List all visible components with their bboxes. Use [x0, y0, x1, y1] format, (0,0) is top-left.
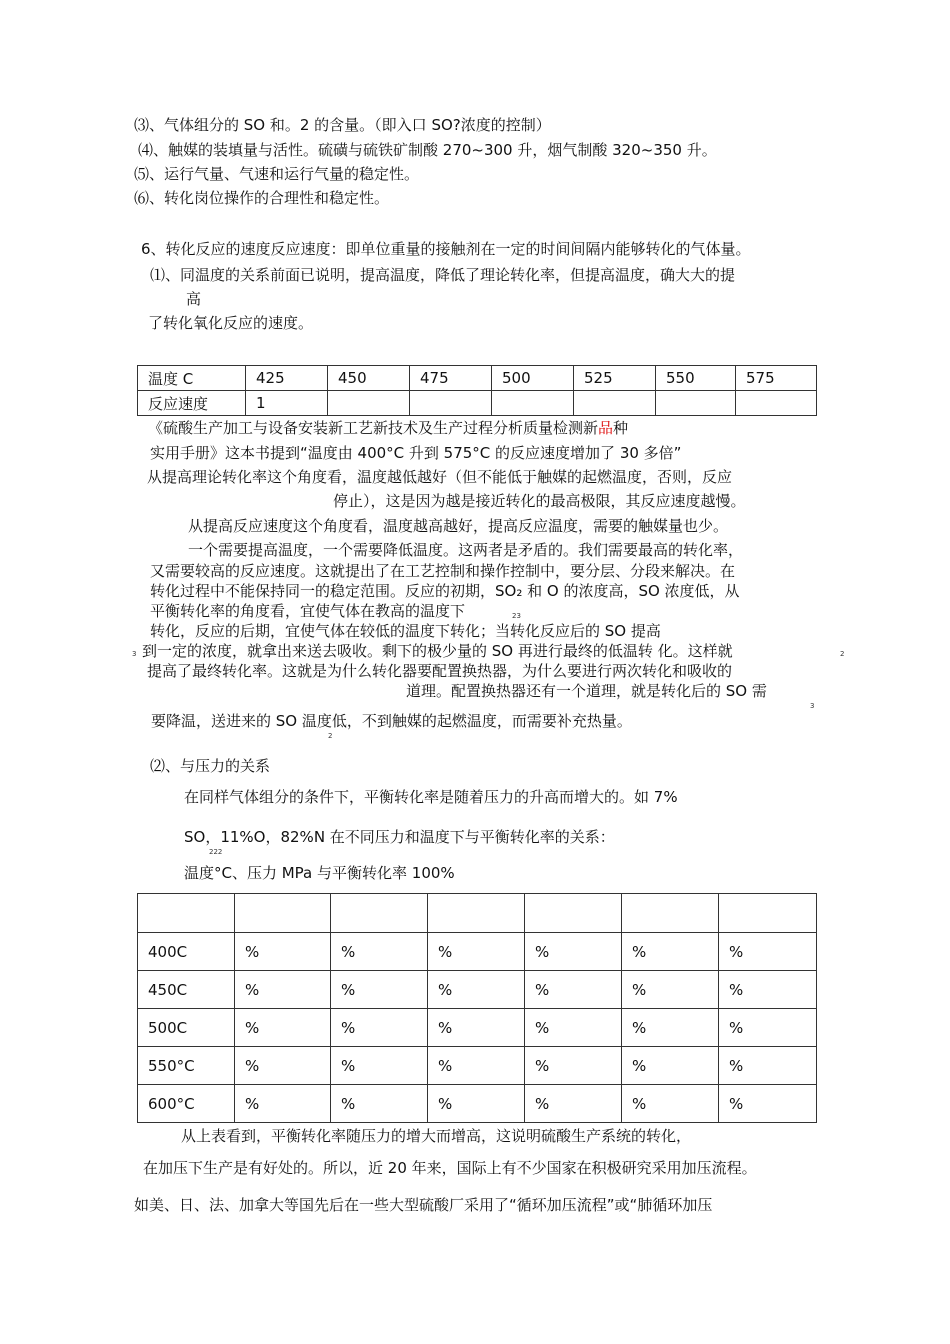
- table-row: [138, 894, 817, 933]
- para-line: 转化过程中不能保持同一的稳定范围。反应的初期，SO₂ 和 O 的浓度高，SO 浓度低，从: [150, 582, 740, 600]
- table-cell: [410, 391, 492, 416]
- table-cell: [574, 391, 656, 416]
- para-line: 从提高理论转化率这个角度看，温度越低越好（但不能低于触媒的起燃温度，否则，反应: [147, 468, 733, 486]
- table-cell: %: [235, 933, 331, 971]
- para-line: SO，11%O，82%N 在不同压力和温度下与平衡转化率的关系：: [184, 828, 615, 846]
- table-cell: 反应速度: [138, 391, 246, 416]
- para-line: 了转化氧化反应的速度。: [148, 314, 314, 332]
- table-cell: %: [428, 971, 525, 1009]
- para-line: 又需要较高的反应速度。这就提出了在工艺控制和操作控制中，要分层、分段来解决。在: [150, 562, 736, 580]
- para-line: 温度°C、压力 MPa 与平衡转化率 100%: [184, 864, 455, 882]
- subscript: 23: [512, 612, 521, 620]
- table-cell: 温度 C: [138, 366, 246, 391]
- table-cell: %: [525, 933, 622, 971]
- table-cell: 1: [246, 391, 328, 416]
- table-cell: [525, 894, 622, 933]
- section-6-title: 6、转化反应的速度反应速度：即单位重量的接触剂在一定的时间间隔内能够转化的气体量。: [141, 240, 751, 258]
- table-cell: %: [331, 933, 428, 971]
- para-line: ⑴、同温度的关系前面已说明，提高温度，降低了理论转化率，但提高温度，确大大的提: [150, 266, 736, 284]
- table-cell: [328, 391, 410, 416]
- book-title-line: [148, 419, 628, 437]
- table-cell: %: [331, 1047, 428, 1085]
- text: 《硫酸生产加工与设备安装新工艺新技术及生产过程分析质量检测新: [148, 419, 599, 437]
- table-cell: %: [525, 971, 622, 1009]
- table-row: [138, 933, 817, 971]
- table-cell: 575: [736, 366, 817, 391]
- table-cell: 500: [492, 366, 574, 391]
- para-line: 一个需要提高温度，一个需要降低温度。这两者是矛盾的。我们需要最高的转化率，: [188, 541, 744, 559]
- text: 种: [613, 419, 629, 437]
- table-cell: %: [622, 1009, 719, 1047]
- table-cell: %: [525, 1009, 622, 1047]
- table-row: [138, 971, 817, 1009]
- table-cell: %: [428, 1085, 525, 1123]
- para-line: 高: [186, 290, 202, 308]
- para-line: 要降温，送进来的 SO 温度低，不到触媒的起燃温度，而需要补充热量。: [151, 712, 632, 730]
- para-line: 如美、日、法、加拿大等国先后在一些大型硫酸厂采用了“循环加压流程”或“肺循环加压: [134, 1196, 713, 1214]
- section-2-title: ⑵、与压力的关系: [150, 757, 271, 775]
- table-cell: 450: [328, 366, 410, 391]
- highlighted-char: 品: [598, 419, 614, 437]
- table-cell: %: [525, 1085, 622, 1123]
- table-row: [138, 1085, 817, 1123]
- table-cell: 550°C: [138, 1047, 235, 1085]
- table-cell: %: [428, 933, 525, 971]
- subscript: 222: [209, 848, 223, 856]
- table-cell: %: [719, 1047, 817, 1085]
- rate-table: [137, 365, 817, 416]
- table-cell: %: [331, 971, 428, 1009]
- table-cell: 500C: [138, 1009, 235, 1047]
- table-row: [138, 1009, 817, 1047]
- table-cell: 550: [656, 366, 736, 391]
- table-cell: [736, 391, 817, 416]
- table-cell: [622, 894, 719, 933]
- table-cell: %: [622, 971, 719, 1009]
- table-cell: 450C: [138, 971, 235, 1009]
- table-row: [138, 1047, 817, 1085]
- para-line: 道理。配置换热器还有一个道理，就是转化后的 SO 需: [406, 682, 767, 700]
- item-3: ⑶、气体组分的 SO 和。2 的含量。（即入口 SO?浓度的控制）: [134, 116, 551, 134]
- para-line: 从提高反应速度这个角度看，温度越高越好，提高反应温度，需要的触媒量也少。: [188, 517, 729, 535]
- table-cell: [331, 894, 428, 933]
- table-cell: [138, 894, 235, 933]
- subscript: 3: [810, 702, 815, 710]
- table-cell: %: [719, 1085, 817, 1123]
- para-line: 在同样气体组分的条件下，平衡转化率是随着压力的升高而增大的。如 7%: [184, 788, 678, 806]
- table-cell: [428, 894, 525, 933]
- pressure-table: [137, 893, 817, 1123]
- table-cell: [235, 894, 331, 933]
- para-line: 在加压下生产是有好处的。所以，近 20 年来，国际上有不少国家在积极研究采用加压流程。: [143, 1159, 757, 1177]
- subscript: 3: [132, 650, 137, 658]
- table-cell: 600°C: [138, 1085, 235, 1123]
- para-line: 停止），这是因为越是接近转化的最高极限，其反应速度越慢。: [333, 492, 746, 510]
- table-cell: %: [235, 1085, 331, 1123]
- para-line: 到一定的浓度，就拿出来送去吸收。剩下的极少量的 SO 再进行最终的低温转 化。这样就: [142, 642, 733, 660]
- table-cell: %: [428, 1009, 525, 1047]
- table-cell: %: [525, 1047, 622, 1085]
- para-line: 从上表看到，平衡转化率随压力的增大而增高，这说明硫酸生产系统的转化，: [181, 1127, 692, 1145]
- item-6: ⑹、转化岗位操作的合理性和稳定性。: [134, 189, 390, 207]
- table-cell: 525: [574, 366, 656, 391]
- subscript: 2: [328, 732, 333, 740]
- item-4: ⑷、触媒的装填量与活性。硫磺与硫铁矿制酸 270~300 升，烟气制酸 320~350 升。: [138, 141, 717, 159]
- table-cell: %: [622, 1047, 719, 1085]
- para-line: 平衡转化率的角度看，宜使气体在教高的温度下: [150, 602, 466, 620]
- table-row: [138, 391, 817, 416]
- table-cell: [492, 391, 574, 416]
- table-cell: 475: [410, 366, 492, 391]
- table-cell: %: [235, 971, 331, 1009]
- table-cell: %: [719, 971, 817, 1009]
- table-cell: %: [331, 1085, 428, 1123]
- table-cell: 400C: [138, 933, 235, 971]
- table-cell: %: [622, 1085, 719, 1123]
- table-cell: [719, 894, 817, 933]
- table-row: [138, 366, 817, 391]
- para-line: 实用手册》这本书提到“温度由 400°C 升到 575°C 的反应速度增加了 30 多倍”: [150, 444, 682, 462]
- table-cell: %: [719, 933, 817, 971]
- table-cell: %: [719, 1009, 817, 1047]
- item-5: ⑸、运行气量、气速和运行气量的稳定性。: [134, 165, 420, 183]
- subscript: 2: [840, 650, 845, 658]
- table-cell: %: [235, 1047, 331, 1085]
- table-cell: %: [235, 1009, 331, 1047]
- table-cell: %: [428, 1047, 525, 1085]
- table-cell: 425: [246, 366, 328, 391]
- para-line: 转化，反应的后期，宜使气体在较低的温度下转化；当转化反应后的 SO 提高: [150, 622, 661, 640]
- table-cell: [656, 391, 736, 416]
- table-cell: %: [331, 1009, 428, 1047]
- table-cell: %: [622, 933, 719, 971]
- para-line: 提高了最终转化率。这就是为什么转化器要配置换热器，为什么要进行两次转化和吸收的: [147, 662, 733, 680]
